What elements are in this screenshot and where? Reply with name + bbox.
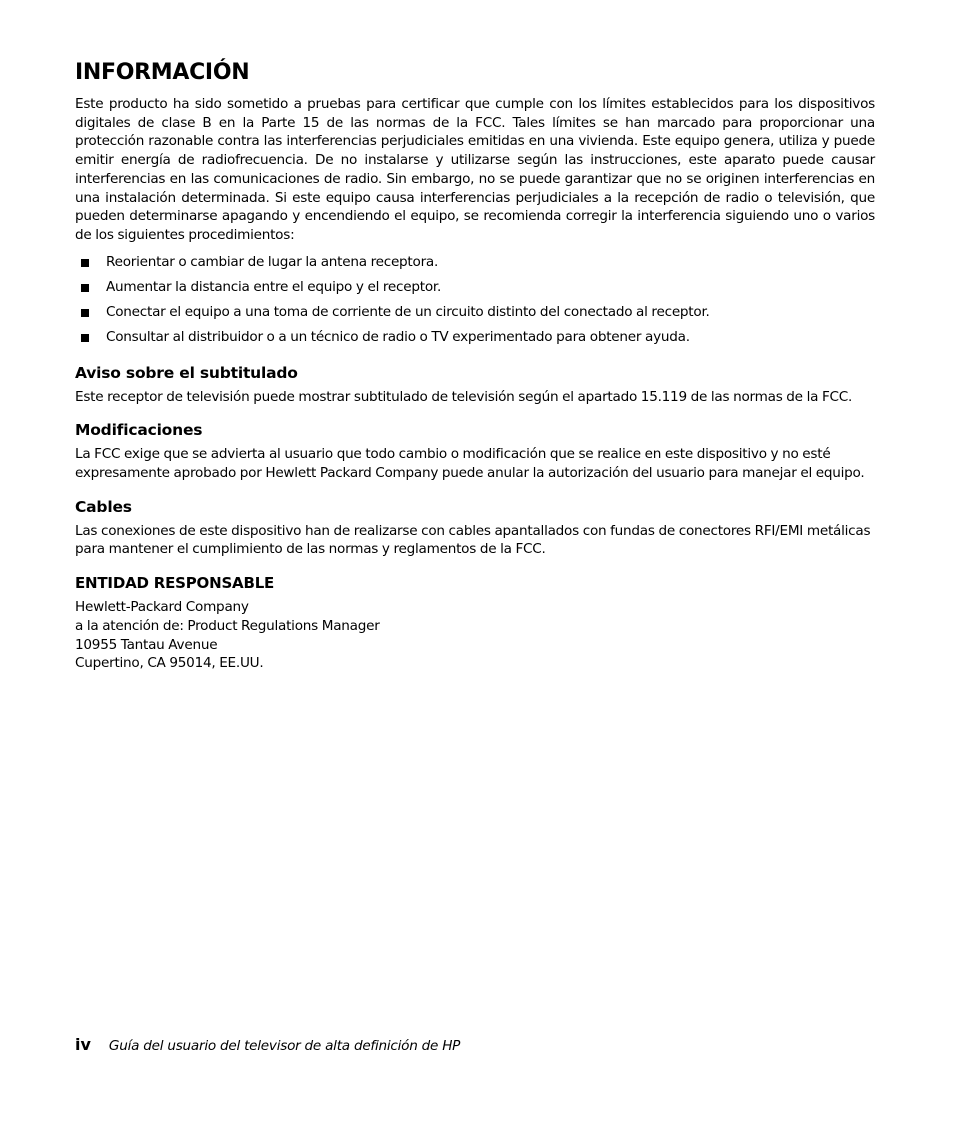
- list-item: [75, 278, 875, 303]
- list-item: [75, 253, 875, 278]
- section-text: Las conexiones de este dispositivo han de realizarse con cables apantallados con fundas de conectores RFI/EMI metálicas para mantener el cumplimiento de las normas y reglamentos de la FCC.: [75, 522, 871, 558]
- address-line: Cupertino, CA 95014, EE.UU.: [75, 655, 264, 672]
- procedure-list: [75, 253, 875, 353]
- list-item: [75, 303, 875, 328]
- list-item-text: Conectar el equipo a una toma de corriente de un circuito distinto del conectado al receptor.: [106, 303, 710, 320]
- bullet-square-icon: [81, 334, 89, 342]
- section-entidad-responsable: [75, 573, 875, 673]
- address-line: a la atención de: Product Regulations Manager: [75, 617, 380, 634]
- section-text: La FCC exige que se advierta al usuario que todo cambio o modificación que se realice en este dispositivo y no esté expresamente aprobado por Hewlett Packard Company puede anular la autorización del usuario para manejar el equipo.: [75, 446, 865, 482]
- list-item: [75, 328, 875, 353]
- section-text: Este receptor de televisión puede mostrar subtitulado de televisión según el apartado 15.119 de las normas de la FCC.: [75, 388, 853, 405]
- bullet-square-icon: [81, 284, 89, 292]
- section-heading: Aviso sobre el subtitulado: [75, 363, 298, 382]
- page-title: INFORMACIÓN: [75, 60, 250, 85]
- intro-paragraph: Este producto ha sido sometido a pruebas para certificar que cumple con los límites establecidos para los dispositivos digitales de clase B en la Parte 15 de las normas de la FCC. Tales límites se han marcado para proporcionar una protección razonable contra las interferencias perjudiciales emitidas en una vivienda. Este equipo genera, utiliza y puede emitir energía de radiofrecuencia. De no instalarse y utilizarse según las instrucciones, este aparato puede causar interferencias en las comunicaciones de radio. Sin embargo, no se puede garantizar que no se originen interferencias en una instalación determinada. Si este equipo causa interferencias perjudiciales a la recepción de radio o televisión, que pueden determinarse apagando y encendiendo el equipo, se recomienda corregir la interferencia siguiendo uno o varios de los siguientes procedimientos:: [75, 96, 875, 243]
- section-subtitulado: [75, 363, 875, 407]
- list-item-text: Reorientar o cambiar de lugar la antena receptora.: [106, 253, 439, 270]
- section-heading: Modificaciones: [75, 421, 203, 440]
- footer-text: Guía del usuario del televisor de alta definición de HP: [108, 1038, 461, 1054]
- section-heading: ENTIDAD RESPONSABLE: [75, 574, 275, 593]
- address-line: Hewlett-Packard Company: [75, 599, 249, 616]
- list-item-text: Consultar al distribuidor o a un técnico de radio o TV experimentado para obtener ayuda.: [106, 328, 690, 345]
- bullet-square-icon: [81, 259, 89, 267]
- list-item-text: Aumentar la distancia entre el equipo y el receptor.: [106, 278, 442, 295]
- bullet-square-icon: [81, 309, 89, 317]
- section-heading: Cables: [75, 497, 132, 516]
- address-line: 10955 Tantau Avenue: [75, 636, 218, 653]
- section-modificaciones: [75, 420, 875, 482]
- section-cables: [75, 497, 875, 559]
- page-footer: [75, 1035, 460, 1054]
- page-content: [75, 58, 875, 673]
- page-number: iv: [75, 1035, 91, 1054]
